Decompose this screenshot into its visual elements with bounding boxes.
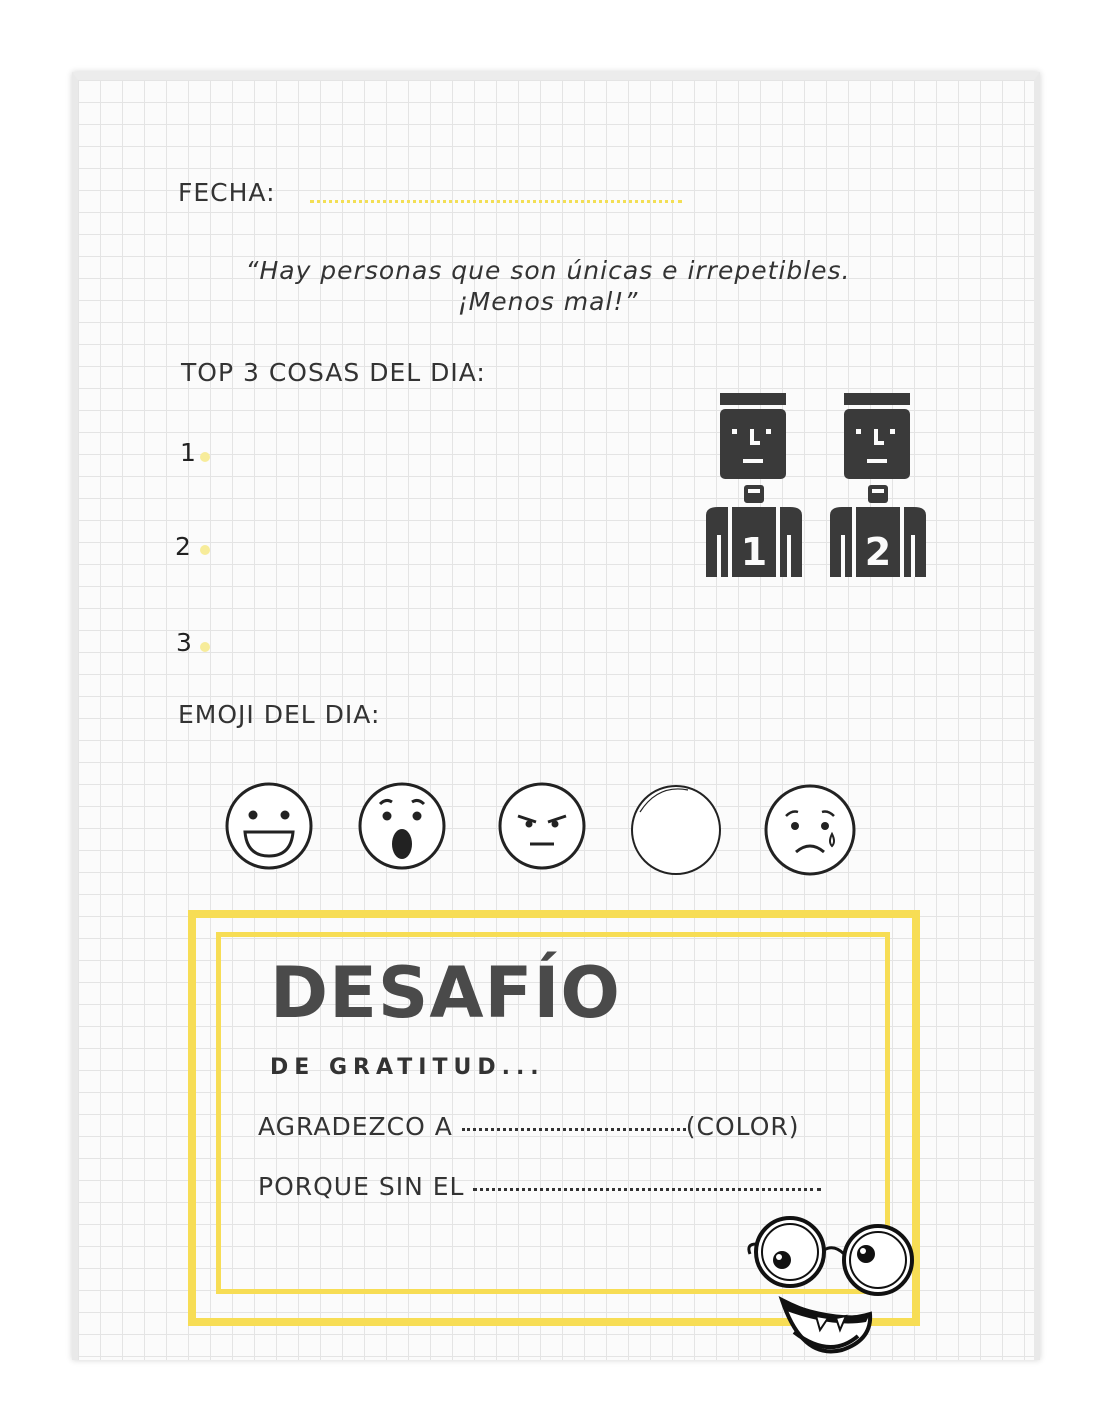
date-label: FECHA: [178, 178, 276, 207]
quote-line-1: “Hay personas que son únicas e irrepetibles. [245, 256, 851, 285]
crying-face-icon[interactable] [762, 782, 858, 878]
grinning-face-icon[interactable] [223, 780, 315, 872]
top3-item-2-number: 2 [175, 532, 191, 561]
challenge-subtitle: DE GRATITUD... [270, 1055, 545, 1080]
gratitude-line-2-label: PORQUE SIN EL [258, 1172, 474, 1201]
surprised-face-icon[interactable] [356, 780, 448, 872]
quote-line-2: ¡Menos mal!” [457, 287, 639, 316]
empty-circle-icon[interactable] [628, 782, 724, 878]
date-dotted-line [310, 200, 682, 203]
svg-text:2: 2 [864, 530, 892, 574]
glasses-face-icon [742, 1210, 922, 1356]
gratitude-line-1-dots [462, 1128, 686, 1131]
top3-item-1-bullet [200, 452, 210, 462]
top3-item-3-bullet [200, 642, 210, 652]
journal-page [72, 72, 1040, 1360]
gratitude-line-2-dots [473, 1188, 821, 1191]
emoji-heading: EMOJI DEL DIA: [178, 700, 381, 729]
svg-text:1: 1 [740, 530, 768, 574]
quote [218, 255, 878, 317]
gratitude-line-1 [258, 1112, 800, 1141]
top3-item-2-bullet [200, 545, 210, 555]
challenge-title: DESAFÍO [270, 952, 621, 1034]
top3-item-3-number: 3 [176, 628, 192, 657]
first-second-place-icon [698, 385, 928, 585]
top3-item-1-number: 1 [180, 438, 196, 467]
gratitude-line-2 [258, 1172, 821, 1201]
angry-face-icon[interactable] [496, 780, 588, 872]
gratitude-line-1-suffix: (COLOR) [685, 1112, 800, 1141]
top3-heading: TOP 3 COSAS DEL DIA: [181, 358, 486, 387]
gratitude-line-1-label: AGRADEZCO A [258, 1112, 462, 1141]
